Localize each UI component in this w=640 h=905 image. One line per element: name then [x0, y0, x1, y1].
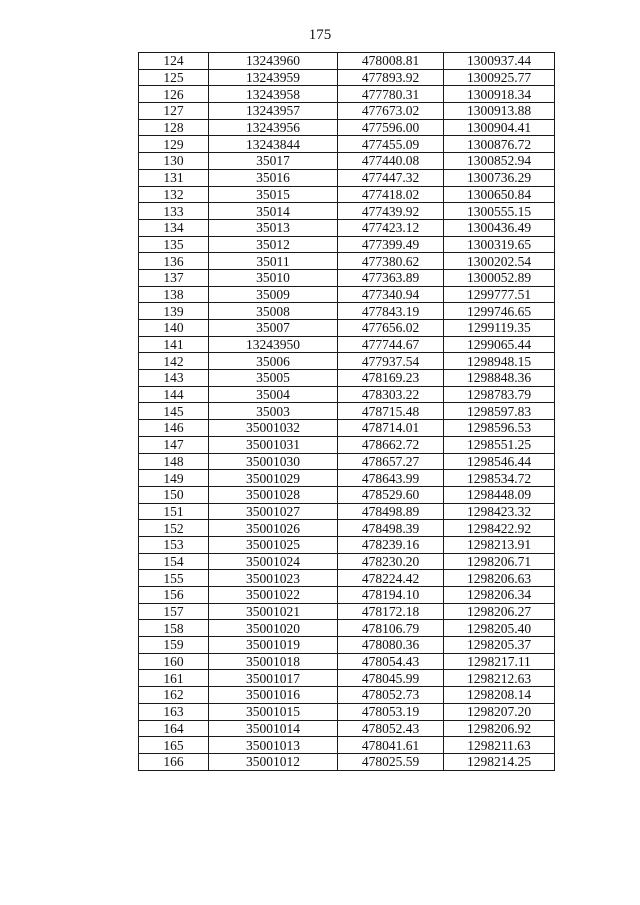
point-id-cell: 35001017 — [209, 670, 338, 687]
x-coordinate-cell: 477937.54 — [338, 353, 444, 370]
x-coordinate-cell: 478008.81 — [338, 53, 444, 70]
point-number-cell: 148 — [139, 453, 209, 470]
table-row — [139, 520, 555, 537]
y-coordinate-cell: 1298211.63 — [444, 737, 555, 754]
x-coordinate-cell: 478714.01 — [338, 420, 444, 437]
point-number-cell: 136 — [139, 253, 209, 270]
y-coordinate-cell: 1300918.34 — [444, 86, 555, 103]
point-id-cell: 13243844 — [209, 136, 338, 153]
table-row — [139, 103, 555, 120]
point-id-cell: 35009 — [209, 286, 338, 303]
table-row — [139, 420, 555, 437]
point-id-cell: 35001021 — [209, 603, 338, 620]
x-coordinate-cell: 477380.62 — [338, 253, 444, 270]
point-number-cell: 143 — [139, 370, 209, 387]
table-row — [139, 86, 555, 103]
table-row — [139, 153, 555, 170]
point-number-cell: 163 — [139, 703, 209, 720]
point-number-cell: 162 — [139, 687, 209, 704]
table-row — [139, 453, 555, 470]
point-id-cell: 35001028 — [209, 486, 338, 503]
table-row — [139, 69, 555, 86]
point-id-cell: 35001026 — [209, 520, 338, 537]
x-coordinate-cell: 478715.48 — [338, 403, 444, 420]
point-number-cell: 166 — [139, 753, 209, 770]
y-coordinate-cell: 1298213.91 — [444, 536, 555, 553]
table-row — [139, 436, 555, 453]
table-row — [139, 186, 555, 203]
x-coordinate-cell: 477744.67 — [338, 336, 444, 353]
x-coordinate-cell: 478239.16 — [338, 536, 444, 553]
table-row — [139, 670, 555, 687]
point-id-cell: 35001019 — [209, 637, 338, 654]
point-id-cell: 35001027 — [209, 503, 338, 520]
point-number-cell: 164 — [139, 720, 209, 737]
x-coordinate-cell: 477673.02 — [338, 103, 444, 120]
table-row — [139, 386, 555, 403]
point-number-cell: 124 — [139, 53, 209, 70]
x-coordinate-cell: 478194.10 — [338, 587, 444, 604]
y-coordinate-cell: 1300925.77 — [444, 69, 555, 86]
table-row — [139, 603, 555, 620]
table-row — [139, 219, 555, 236]
point-id-cell: 35005 — [209, 370, 338, 387]
point-number-cell: 159 — [139, 637, 209, 654]
point-id-cell: 35001029 — [209, 470, 338, 487]
table-row — [139, 503, 555, 520]
x-coordinate-cell: 478052.73 — [338, 687, 444, 704]
table-row — [139, 587, 555, 604]
y-coordinate-cell: 1298217.11 — [444, 653, 555, 670]
point-number-cell: 130 — [139, 153, 209, 170]
y-coordinate-cell: 1298206.34 — [444, 587, 555, 604]
point-id-cell: 35016 — [209, 169, 338, 186]
table-row — [139, 753, 555, 770]
point-number-cell: 150 — [139, 486, 209, 503]
point-number-cell: 152 — [139, 520, 209, 537]
table-row — [139, 403, 555, 420]
table-row — [139, 353, 555, 370]
point-id-cell: 13243958 — [209, 86, 338, 103]
table-row — [139, 737, 555, 754]
point-id-cell: 35001022 — [209, 587, 338, 604]
coordinates-table — [138, 52, 555, 771]
table-row — [139, 553, 555, 570]
point-id-cell: 35007 — [209, 320, 338, 337]
x-coordinate-cell: 478106.79 — [338, 620, 444, 637]
x-coordinate-cell: 478303.22 — [338, 386, 444, 403]
point-number-cell: 139 — [139, 303, 209, 320]
table-row — [139, 687, 555, 704]
coordinates-table-body — [139, 53, 555, 771]
x-coordinate-cell: 478172.18 — [338, 603, 444, 620]
x-coordinate-cell: 477596.00 — [338, 119, 444, 136]
table-row — [139, 169, 555, 186]
y-coordinate-cell: 1300436.49 — [444, 219, 555, 236]
point-id-cell: 35001025 — [209, 536, 338, 553]
point-id-cell: 13243959 — [209, 69, 338, 86]
point-number-cell: 125 — [139, 69, 209, 86]
y-coordinate-cell: 1298214.25 — [444, 753, 555, 770]
point-number-cell: 155 — [139, 570, 209, 587]
point-number-cell: 145 — [139, 403, 209, 420]
y-coordinate-cell: 1298423.32 — [444, 503, 555, 520]
x-coordinate-cell: 477399.49 — [338, 236, 444, 253]
point-id-cell: 35001020 — [209, 620, 338, 637]
x-coordinate-cell: 478643.99 — [338, 470, 444, 487]
point-id-cell: 35001023 — [209, 570, 338, 587]
y-coordinate-cell: 1298205.37 — [444, 637, 555, 654]
point-id-cell: 35012 — [209, 236, 338, 253]
point-id-cell: 35001012 — [209, 753, 338, 770]
x-coordinate-cell: 477418.02 — [338, 186, 444, 203]
table-row — [139, 119, 555, 136]
point-id-cell: 35001015 — [209, 703, 338, 720]
point-number-cell: 141 — [139, 336, 209, 353]
y-coordinate-cell: 1298205.40 — [444, 620, 555, 637]
y-coordinate-cell: 1298206.92 — [444, 720, 555, 737]
point-number-cell: 135 — [139, 236, 209, 253]
point-id-cell: 35006 — [209, 353, 338, 370]
y-coordinate-cell: 1300202.54 — [444, 253, 555, 270]
point-id-cell: 13243950 — [209, 336, 338, 353]
table-row — [139, 637, 555, 654]
x-coordinate-cell: 478230.20 — [338, 553, 444, 570]
table-row — [139, 320, 555, 337]
point-number-cell: 142 — [139, 353, 209, 370]
point-number-cell: 160 — [139, 653, 209, 670]
y-coordinate-cell: 1298597.83 — [444, 403, 555, 420]
point-id-cell: 35008 — [209, 303, 338, 320]
point-number-cell: 156 — [139, 587, 209, 604]
x-coordinate-cell: 477843.19 — [338, 303, 444, 320]
y-coordinate-cell: 1298448.09 — [444, 486, 555, 503]
y-coordinate-cell: 1300913.88 — [444, 103, 555, 120]
x-coordinate-cell: 478169.23 — [338, 370, 444, 387]
point-id-cell: 13243956 — [209, 119, 338, 136]
table-row — [139, 336, 555, 353]
y-coordinate-cell: 1300555.15 — [444, 203, 555, 220]
y-coordinate-cell: 1298422.92 — [444, 520, 555, 537]
table-row — [139, 720, 555, 737]
point-id-cell: 35001014 — [209, 720, 338, 737]
y-coordinate-cell: 1300876.72 — [444, 136, 555, 153]
y-coordinate-cell: 1298208.14 — [444, 687, 555, 704]
x-coordinate-cell: 477363.89 — [338, 269, 444, 286]
x-coordinate-cell: 478529.60 — [338, 486, 444, 503]
y-coordinate-cell: 1300650.84 — [444, 186, 555, 203]
table-row — [139, 653, 555, 670]
point-id-cell: 13243957 — [209, 103, 338, 120]
point-number-cell: 133 — [139, 203, 209, 220]
point-id-cell: 35001016 — [209, 687, 338, 704]
point-number-cell: 147 — [139, 436, 209, 453]
y-coordinate-cell: 1298207.20 — [444, 703, 555, 720]
y-coordinate-cell: 1298206.63 — [444, 570, 555, 587]
point-id-cell: 35011 — [209, 253, 338, 270]
x-coordinate-cell: 478080.36 — [338, 637, 444, 654]
x-coordinate-cell: 477447.32 — [338, 169, 444, 186]
point-id-cell: 35001031 — [209, 436, 338, 453]
point-number-cell: 165 — [139, 737, 209, 754]
x-coordinate-cell: 478498.39 — [338, 520, 444, 537]
point-number-cell: 144 — [139, 386, 209, 403]
x-coordinate-cell: 478224.42 — [338, 570, 444, 587]
y-coordinate-cell: 1300937.44 — [444, 53, 555, 70]
y-coordinate-cell: 1298534.72 — [444, 470, 555, 487]
table-row — [139, 303, 555, 320]
point-id-cell: 35001024 — [209, 553, 338, 570]
x-coordinate-cell: 477893.92 — [338, 69, 444, 86]
y-coordinate-cell: 1300319.65 — [444, 236, 555, 253]
table-row — [139, 536, 555, 553]
point-id-cell: 35015 — [209, 186, 338, 203]
point-id-cell: 35001013 — [209, 737, 338, 754]
point-id-cell: 35001032 — [209, 420, 338, 437]
x-coordinate-cell: 477656.02 — [338, 320, 444, 337]
table-row — [139, 486, 555, 503]
point-id-cell: 35001018 — [209, 653, 338, 670]
table-row — [139, 53, 555, 70]
x-coordinate-cell: 477455.09 — [338, 136, 444, 153]
y-coordinate-cell: 1298848.36 — [444, 370, 555, 387]
x-coordinate-cell: 478045.99 — [338, 670, 444, 687]
table-row — [139, 136, 555, 153]
y-coordinate-cell: 1300852.94 — [444, 153, 555, 170]
point-number-cell: 154 — [139, 553, 209, 570]
page-number: 175 — [308, 27, 332, 43]
x-coordinate-cell: 478054.43 — [338, 653, 444, 670]
point-number-cell: 127 — [139, 103, 209, 120]
x-coordinate-cell: 477440.08 — [338, 153, 444, 170]
table-row — [139, 620, 555, 637]
point-id-cell: 13243960 — [209, 53, 338, 70]
table-row — [139, 203, 555, 220]
x-coordinate-cell: 477423.12 — [338, 219, 444, 236]
x-coordinate-cell: 478025.59 — [338, 753, 444, 770]
table-row — [139, 370, 555, 387]
point-id-cell: 35013 — [209, 219, 338, 236]
point-number-cell: 149 — [139, 470, 209, 487]
y-coordinate-cell: 1299777.51 — [444, 286, 555, 303]
y-coordinate-cell: 1300904.41 — [444, 119, 555, 136]
point-id-cell: 35004 — [209, 386, 338, 403]
point-number-cell: 161 — [139, 670, 209, 687]
y-coordinate-cell: 1298206.27 — [444, 603, 555, 620]
point-number-cell: 132 — [139, 186, 209, 203]
point-number-cell: 126 — [139, 86, 209, 103]
x-coordinate-cell: 478052.43 — [338, 720, 444, 737]
table-row — [139, 236, 555, 253]
point-number-cell: 129 — [139, 136, 209, 153]
y-coordinate-cell: 1299119.35 — [444, 320, 555, 337]
x-coordinate-cell: 478662.72 — [338, 436, 444, 453]
y-coordinate-cell: 1299065.44 — [444, 336, 555, 353]
x-coordinate-cell: 478041.61 — [338, 737, 444, 754]
point-number-cell: 131 — [139, 169, 209, 186]
table-row — [139, 570, 555, 587]
x-coordinate-cell: 478657.27 — [338, 453, 444, 470]
y-coordinate-cell: 1298596.53 — [444, 420, 555, 437]
point-number-cell: 140 — [139, 320, 209, 337]
x-coordinate-cell: 477439.92 — [338, 203, 444, 220]
point-id-cell: 35017 — [209, 153, 338, 170]
y-coordinate-cell: 1298551.25 — [444, 436, 555, 453]
y-coordinate-cell: 1300052.89 — [444, 269, 555, 286]
point-id-cell: 35001030 — [209, 453, 338, 470]
y-coordinate-cell: 1298783.79 — [444, 386, 555, 403]
point-number-cell: 158 — [139, 620, 209, 637]
point-number-cell: 157 — [139, 603, 209, 620]
table-row — [139, 253, 555, 270]
point-number-cell: 138 — [139, 286, 209, 303]
table-row — [139, 286, 555, 303]
point-id-cell: 35014 — [209, 203, 338, 220]
point-number-cell: 128 — [139, 119, 209, 136]
y-coordinate-cell: 1298206.71 — [444, 553, 555, 570]
point-number-cell: 137 — [139, 269, 209, 286]
y-coordinate-cell: 1298212.63 — [444, 670, 555, 687]
table-row — [139, 703, 555, 720]
point-id-cell: 35010 — [209, 269, 338, 286]
y-coordinate-cell: 1299746.65 — [444, 303, 555, 320]
x-coordinate-cell: 477340.94 — [338, 286, 444, 303]
point-number-cell: 146 — [139, 420, 209, 437]
y-coordinate-cell: 1298546.44 — [444, 453, 555, 470]
y-coordinate-cell: 1300736.29 — [444, 169, 555, 186]
point-number-cell: 153 — [139, 536, 209, 553]
point-number-cell: 134 — [139, 219, 209, 236]
table-row — [139, 470, 555, 487]
x-coordinate-cell: 477780.31 — [338, 86, 444, 103]
point-number-cell: 151 — [139, 503, 209, 520]
point-id-cell: 35003 — [209, 403, 338, 420]
y-coordinate-cell: 1298948.15 — [444, 353, 555, 370]
table-row — [139, 269, 555, 286]
x-coordinate-cell: 478498.89 — [338, 503, 444, 520]
x-coordinate-cell: 478053.19 — [338, 703, 444, 720]
